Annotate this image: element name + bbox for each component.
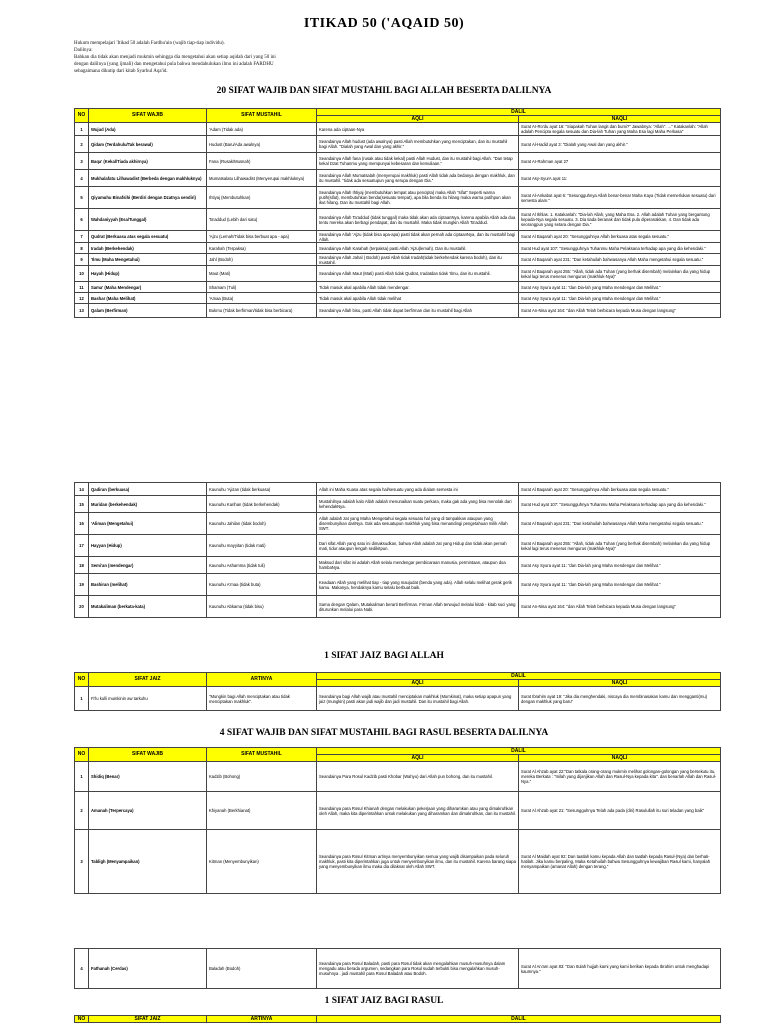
cell-naqli: Surat Asy Syura ayat 11: "dan Dia-lah yang Maha mendengar dan Melihat." (519, 282, 721, 293)
cell-sifat-wajib: Muridan (berkehendak) (89, 496, 207, 513)
cell-aqli: Sama dengan Qalam, Mutakaliman berarti Berfirman. Firman Allah terwujud melalui kitab - kitab suci yang diturunkan melalui para Nabi. (317, 596, 519, 618)
cell-aqli: Maksud dari sifat ini adalah Allah selalu mendengar pembicaraan manusia, permintaan, ataupun doa hambaNya. (317, 557, 519, 574)
cell-sifat-wajib: Mukhalafatu Lilhawadist (Berbeda dengan makhluknya) (89, 170, 207, 187)
cell-aqli: Seandainya Allah fana (rusak atau tidak kekal) pasti Allah Hudust, dan itu mustahil bagi Allah. "Dan tetap kekal Dzat Tuhanmu yang mempunyai kebesaran dan kemuliaan." (317, 153, 519, 170)
header-dalil: DALIL (317, 673, 721, 680)
cell-sifat-mustahil: Ihtiyaj (Membutuhkan) (207, 187, 317, 209)
cell-sifat-wajib: Wahdaniyyah (Esa/Tunggal) (89, 209, 207, 231)
cell-no: 15 (75, 496, 89, 513)
header-no: NO (75, 673, 89, 687)
cell-aqli: Seandainya bagi Allah wajib atau mustahil menciptakan makhluk (Mumkinat), maka setiap apapun yang jaiz (mungkin) pasti akan jadi wajib dan jadi mustahil. Dan itu mustahil bagi Allah. (317, 687, 519, 711)
header-sifat-jaiz: SIFAT JAIZ (89, 1016, 207, 1023)
cell-no: 11 (75, 282, 89, 293)
intro-line: dengan dalilnya (yang ijmali) dan mengetahui pula bahwa mendahulukan ilmu ini adalah FARDHU (74, 62, 274, 67)
header-sifat-jaiz: SIFAT JAIZ (89, 673, 207, 687)
section-title-jaiz-rasul: 1 SIFAT JAIZ BAGI RASUL (324, 996, 444, 1006)
header-sifat-wajib: SIFAT WAJIB (89, 109, 207, 123)
table-sifat-wajib-rasul-cont (74, 948, 721, 989)
cell-no: 3 (75, 830, 89, 894)
table-row (75, 136, 721, 153)
cell-aqli: Seandainya Allah bisu, pasti Allah tidak dapat berfirman dan itu mustahil bagi Allah (317, 304, 519, 318)
table-row (75, 496, 721, 513)
header-no: NO (75, 1016, 89, 1023)
cell-sifat-wajib: Wujud (Ada) (89, 123, 207, 136)
cell-sifat-wajib: Qalam (Berfirman) (89, 304, 207, 318)
cell-naqli: Surat Al Ahzab ayat 22:"Dan tatkala orang-orang mukmin melihat golongan-golongan yang bersekutu itu, mereka Berkata : "Inilah yang dijanjikan Allah dan Rasul-Nya kepada kita". dan benarlah Allah dan Rasul-Nya." (519, 762, 721, 792)
header-no: NO (75, 748, 89, 762)
cell-sifat-mustahil: 'Amaa (Buta) (207, 293, 317, 304)
table-row (75, 170, 721, 187)
cell-aqli: Seandainya Allah Jahal ( Bodoh) pasti Allah tidak Iradah(tidak berkehendak karena bodoh), dan itu mustahil. (317, 254, 519, 266)
cell-naqli: Surat Al Baqarah ayat 231: "Dan ketahuilah bahwasanya Allah Maha mengetahui segala sesuatu." (519, 254, 721, 266)
cell-sifat-mustahil: Bukmu (Tidak berfirman/tidak bisa berbicara) (207, 304, 317, 318)
cell-sifat-mustahil: Kadzib (Bohong) (207, 762, 317, 792)
table-row (75, 687, 721, 711)
cell-aqli: Seandainya Allah Ihtiyaj (membutuhkan tempat atau pencipta) maka Allah "sifat" Seperti warna putih(sifat), membutuhkan benda(sesuatu tempat), apa bila benda itu hilang maka warna putihpun akan ikut hilang. Dan itu mustahil bagi Allah. (317, 187, 519, 209)
cell-aqli: Seandainya Allah Karahah (terpaksa) pasti Allah 'Ajzu(lemah). Dan itu mustahil. (317, 243, 519, 254)
cell-naqli: Surat An-Nisa ayat 164: "dan Allah Telah berbicara kepada Musa dengan langsung" (519, 304, 721, 318)
cell-naqli: Surat Asy Syura ayat 11: "dan Dia-lah yang Maha mendengar dan Melihat." (519, 557, 721, 574)
table-row (75, 949, 721, 989)
cell-no: 3 (75, 153, 89, 170)
cell-sifat-wajib: Sama' (Maha Mendengar) (89, 282, 207, 293)
cell-aqli: Seandainya Allah Maut (Mati) pasti Allah tidak Qudrat, Iradatdan tidak 'Ilmu, dan itu mustahil. (317, 266, 519, 282)
cell-sifat-mustahil: Karahah (Terpaksa) (207, 243, 317, 254)
cell-sifat-wajib: Qidam (Terdahulu/Tak berawal) (89, 136, 207, 153)
cell-sifat-mustahil: Kaunuhu Abkama (tidak bisu) (207, 596, 317, 618)
cell-aqli: Seandainya Allah Ta'addud (tidak tunggal) maka tidak akan ada ciptaanNya, karena apabila Allah ada dua tentu mereka akan berbagi pendapat, dan itu mustahil. Maka tidak mungkin Allah Ta'addud. (317, 209, 519, 231)
cell-aqli: Seandainya para Rosul Kitman artinya menyembunyikan semua yang wajib disampaikan pada seluruh makhluk, pasti kita diperintahkan juga untuk menyembunyikan ilmu, dan itu mustahil. Karena barang siapa yang menyembunyikan ilmu maka dia dilaknat oleh Allah SWT. (317, 830, 519, 894)
intro-line: Dalilnya: (74, 48, 93, 53)
cell-naqli: Surat Asy Syura ayat 11: "dan Dia-lah yang Maha mendengar dan Melihat." (519, 574, 721, 596)
page-title: ITIKAD 50 ('AQAID 50) (303, 16, 465, 31)
cell-sifat-mustahil: Kaunuhu Ashamma (tidak tuli) (207, 557, 317, 574)
cell-no: 4 (75, 170, 89, 187)
cell-sifat-mustahil: Maut (Mati) (207, 266, 317, 282)
table-row (75, 187, 721, 209)
cell-no: 4 (75, 949, 89, 989)
cell-sifat-mustahil: 'Adam (Tidak ada) (207, 123, 317, 136)
cell-naqli: Surat Al Baqarah ayat 255: "Allah, tidak ada Tuhan (yang berhak disembah) melainkan dia yang hidup kekal lagi terus menerus mengurus (makhluk-Nya)" (519, 266, 721, 282)
header-sifat-mustahil: SIFAT MUSTAHIL (207, 748, 317, 762)
cell-aqli: Allah adalah zat yang Maha Mengetahui segala sesuatu hal yang di tampakkan ataupun yang disembunyikan dariNya. Gak ada sesuatupun makhluk yang bisa menandingi pengetahuan milik Allah SWT. (317, 513, 519, 535)
cell-naqli: Surat Al-Hadid ayat 3: "Dialah yang Awal dan yang akhir." (519, 136, 721, 153)
table-row (75, 153, 721, 170)
cell-naqli: Surat An-Nisa ayat 164: "dan Allah Telah berbicara kepada Musa dengan langsung" (519, 596, 721, 618)
table-row (75, 293, 721, 304)
header-no: NO (75, 109, 89, 123)
cell-no: 17 (75, 535, 89, 557)
table-row (75, 762, 721, 792)
cell-sifat-mustahil: Kaunuhu Karihan (tidak berkehendak) (207, 496, 317, 513)
table-row (75, 243, 721, 254)
cell-sifat-mustahil: 'Ajzu (Lemah/Tidak bisa berbuat apa - apa) (207, 231, 317, 243)
cell-no: 14 (75, 483, 89, 496)
table-row (75, 209, 721, 231)
cell-naqli: Surat Al Baqarah ayat 20: "Sesungguhnya Allah berkuasa atas segala sesuatu." (519, 231, 721, 243)
cell-aqli: Seandainya Para Rosul Kadzib pasti Khobar (Wahyu) dari Allah pun bohong, dan itu mustahil. (317, 762, 519, 792)
cell-sifat-mustahil: Kaunuhu A'maa (tidak buta) (207, 574, 317, 596)
cell-naqli: Surat Al Ikhlas. 1. Katakanlah: "Dia-lah Allah, yang Maha Esa. 2. Allah adalah Tuhan yang bergantung kepada-Nya segala sesuatu. 3. Dia tiada beranak dan tidak pula diperanakkan, 4. Dan tidak ada seorangpun yang setara dengan Dia." (519, 209, 721, 231)
cell-naqli: Surat Ar-Ro'du ayat 16: "Siapakah Tuhan langit dan bumi?" Jawabnya: "Allah". ..." Katakanlah: "Allah adalah Pencipta segala sesuatu dan Dia-lah Tuhan yang Maha Esa lagi Maha Perkasa" (519, 123, 721, 136)
table-jaiz-allah (74, 672, 721, 711)
table-row (75, 557, 721, 574)
header-dalil: DALIL (317, 109, 721, 116)
intro-line: sebagaimana dikutip dari kitab Syarhul Aqa'id. (74, 69, 168, 74)
header-aqli: AQLI (317, 680, 519, 687)
intro-line: Hukum mempelajari 'Itikad 50 adalah Fardhu'ain (wajib tiap-tiap individu). (74, 41, 225, 46)
cell-no: 19 (75, 574, 89, 596)
cell-sifat-wajib: Qiyamuhu Binafsihi (Berdiri dengan Dzatnya sendiri) (89, 187, 207, 209)
table-row (75, 830, 721, 894)
cell-naqli: Surat Ibrahim ayat 19: "Jika dia menghendaki, niscaya dia membinasakan kamu dan mengganti(mu) dengan makhluk yang baru" (519, 687, 721, 711)
cell-aqli: Seandainya para Rosul Khianah dengan melakukan pekerjaan yang diharamkan atau yang dimakruhkan oleh Allah, maka kita diperintahkan untuk melakukan yang diharamkan dan dimakruhkan, dan itu mustahil. (317, 792, 519, 830)
cell-sifat-wajib: Iradah (Berkehendak) (89, 243, 207, 254)
cell-aqli: Seandainya Allah Mumatsalah (menyerupai makhluk) pasti Allah tidak ada bedanya dengan makhluk, dan itu mustahil. "tidak ada sesuatupun yang serupa dengan Dia." (317, 170, 519, 187)
cell-naqli: Surat Al Baqarah ayat 20: "Sesungguhnya Allah berkuasa atas segala sesuatu." (519, 483, 721, 496)
header-artinya: ARTINYA (207, 1016, 317, 1023)
cell-aqli: Tidak masuk akal apabila Allah tidak melihat (317, 293, 519, 304)
cell-no: 2 (75, 136, 89, 153)
table-row (75, 123, 721, 136)
cell-naqli: Surat Al Baqarah ayat 255: "Allah, tidak ada Tuhan (yang berhak disembah) melainkan dia yang hidup kekal lagi terus menerus mengurus (makhluk-Nya)" (519, 535, 721, 557)
cell-sifat-mustahil: Kaunuhu Jahilan (tidak bodoh) (207, 513, 317, 535)
section-title-sifat-wajib-allah: 20 SIFAT WAJIB DAN SIFAT MUSTAHIL BAGI ALLAH BESERTA DALILNYA (216, 86, 552, 96)
cell-naqli: Surat Al-Ankabut ayat 6: "Sesungguhnya Allah benar-benar Maha Kaya (Tidak memerlukan sesuatu) dari semesta alam." (519, 187, 721, 209)
cell-sifat-wajib: Qadiran (berkuasa) (89, 483, 207, 496)
cell-sifat-wajib: Shidiq (Benar) (89, 762, 207, 792)
cell-sifat-mustahil: Jahl (Bodoh) (207, 254, 317, 266)
header-naqli: NAQLI (519, 116, 721, 123)
table-row (75, 266, 721, 282)
cell-naqli: Surat Asy Syura ayat 11: "dan Dia-lah yang Maha mendengar dan Melihat." (519, 293, 721, 304)
cell-sifat-wajib: Hayah (Hidup) (89, 266, 207, 282)
intro-text (74, 40, 374, 75)
cell-naqli: Surat Al An'am ayat 83: "Dan Itulah hujjah kami yang kami berikan kepada Ibrahim untuk menghadapi kaumnya." (519, 949, 721, 989)
header-sifat-wajib: SIFAT WAJIB (89, 748, 207, 762)
section-title-sifat-wajib-rasul: 4 SIFAT WAJIB DAN SIFAT MUSTAHIL BAGI RASUL BESERTA DALILNYA (219, 728, 549, 738)
cell-no: 6 (75, 209, 89, 231)
cell-sifat-wajib: Fathanah (Cerdas) (89, 949, 207, 989)
cell-sifat-wajib: Semi'an (mendengar) (89, 557, 207, 574)
header-sifat-mustahil: SIFAT MUSTAHIL (207, 109, 317, 123)
table-sifat-wajib-rasul (74, 747, 721, 894)
cell-sifat-jaiz: Fi'lu kulli mumkinin aw tarkuhu (89, 687, 207, 711)
cell-no: 13 (75, 304, 89, 318)
cell-no: 10 (75, 266, 89, 282)
cell-aqli: Keadaan Allah yang melihat tiap - tiap yang maujudat (benda yang ada). Allah selalu melihat gerak gerik kamu. Makanya, hendaknya kamu selalu berbuat baik. (317, 574, 519, 596)
cell-aqli: Allah ini Maha Kuasa atas segala hal/sesuatu yang ada dialam semesta ini (317, 483, 519, 496)
cell-sifat-wajib: Tabligh (Menyampaikan) (89, 830, 207, 894)
cell-no: 18 (75, 557, 89, 574)
table-row (75, 792, 721, 830)
table-row (75, 513, 721, 535)
cell-sifat-wajib: Baqa' (Kekal/Tiada akhirnya) (89, 153, 207, 170)
cell-aqli: Karena ada ciptaan-Nya (317, 123, 519, 136)
cell-no: 20 (75, 596, 89, 618)
cell-sifat-wajib: Hayyan (Hidup) (89, 535, 207, 557)
cell-aqli: Seandainya Allah hudust (ada awalnya) pasti Allah membutuhkan yang menciptakan, dan itu mustahil bagi Allah. "Dialah yang Awal dan yang akhir." (317, 136, 519, 153)
table-row (75, 574, 721, 596)
cell-sifat-mustahil: Ta'addud (Lebih dari satu) (207, 209, 317, 231)
cell-aqli: Dari sifat Allah yang satu ini dimaksudkan, bahwa Allah adalah zat yang Hidup dan tidak akan pernah mati, tidur ataupun lengah sedikitpun. (317, 535, 519, 557)
cell-no: 1 (75, 687, 89, 711)
table-row (75, 483, 721, 496)
cell-naqli: Surat Al Maidah ayat 92: Dan taatlah kamu kepada Allah dan taatlah kepada Rasul-(Nya) dan berhati-hatilah. Jika kamu berpaling, Maka Ketahuilah bahwa Sesungguhnya kewajiban Rasul kami, hanyalah menyampaikan (amanat Allah) dengan terang." (519, 830, 721, 894)
cell-artinya: "Mungkin bagi Allah menciptakan atau tidak menciptakan makhluk". (207, 687, 317, 711)
cell-no: 16 (75, 513, 89, 535)
cell-naqli: Surat Al Baqarah ayat 231: "Dan ketahuilah bahwasanya Allah Maha mengetahui segala sesuatu." (519, 513, 721, 535)
header-naqli: NAQLI (519, 680, 721, 687)
cell-sifat-wajib: 'Aliman (Mengetahui) (89, 513, 207, 535)
cell-sifat-mustahil: Mumatsalatu Lilhawadist (Menyerupai makhluknya) (207, 170, 317, 187)
header-aqli: AQLI (317, 116, 519, 123)
table-row (75, 596, 721, 618)
cell-sifat-mustahil: Khiyanah (Berkhianat) (207, 792, 317, 830)
cell-no: 2 (75, 792, 89, 830)
cell-sifat-wajib: Bashiran (melihat) (89, 574, 207, 596)
table-row (75, 282, 721, 293)
cell-no: 8 (75, 243, 89, 254)
cell-sifat-wajib: Mutakaliman (berkata-kata) (89, 596, 207, 618)
cell-naqli: Surat Hud ayat 107: "Sesungguhnya Tuhanmu Maha Pelaksana terhadap apa yang dia kehendaki." (519, 243, 721, 254)
cell-naqli: Surat Asy-SyurA ayat 11: (519, 170, 721, 187)
cell-aqli: Seandainya para Rosul Baladah, pasti para Rosul tidak akan mengalahkan musuh-musuhnya dalam mengadu atau berada argumen, sedangkan para Rosul sudah terbukti bisa mengalahkan musuh-musuhnya . jadi mustahil para Rosul Baladah atau Bodoh. (317, 949, 519, 989)
cell-aqli: Seandainya Allah 'Ajzu (tidak bisa apa-apa) pasti tidak akan pernah ada ciptaanNya, dan itu mustahil bagi Allah. (317, 231, 519, 243)
header-naqli: NAQLI (519, 755, 721, 762)
cell-no: 7 (75, 231, 89, 243)
cell-no: 1 (75, 123, 89, 136)
cell-sifat-mustahil: Hudust (Baru/Ada awalnya) (207, 136, 317, 153)
cell-aqli: Mustahilnya adalah kalo Allah adalah menunaikan suatu perkara, maka gak ada yang bisa menolak dari kehendakNya. (317, 496, 519, 513)
cell-sifat-mustahil: Kaunuhu 'Ajizan (tidak berkuasa) (207, 483, 317, 496)
cell-sifat-mustahil: Baladah (Bodoh) (207, 949, 317, 989)
cell-naqli: Surat Hud ayat 107: "Sesungguhnya Tuhanmu Maha Pelaksana terhadap apa yang dia kehendaki." (519, 496, 721, 513)
table-row (75, 254, 721, 266)
cell-no: 12 (75, 293, 89, 304)
header-aqli: AQLI (317, 755, 519, 762)
header-dalil: DALIL (317, 1016, 721, 1023)
cell-sifat-wajib: Qudrat (Berkuasa atas segala sesuatu) (89, 231, 207, 243)
cell-sifat-wajib: Bashar (Maha Melihat) (89, 293, 207, 304)
cell-sifat-wajib: Amanah (Terpercaya) (89, 792, 207, 830)
table-sifat-wajib-allah (74, 108, 721, 318)
cell-no: 9 (75, 254, 89, 266)
header-dalil: DALIL (317, 748, 721, 755)
table-jaiz-rasul (74, 1015, 721, 1023)
cell-sifat-mustahil: Kitman (Menyembunyikan) (207, 830, 317, 894)
table-sifat-maknawiyah (74, 482, 721, 618)
intro-line: Bahkan dia tidak akan menjadi mukmin sehingga dia mengetahui akan setiap aqidah dari yang 50 ini (74, 55, 276, 60)
cell-naqli: Surat Al Ahzab ayat 21: "Sesungguhnya Telah ada pada (diri) Rasulullah itu suri teladan yang baik" (519, 792, 721, 830)
cell-sifat-mustahil: Shamam (Tuli) (207, 282, 317, 293)
cell-no: 1 (75, 762, 89, 792)
cell-no: 5 (75, 187, 89, 209)
section-title-jaiz-allah: 1 SIFAT JAIZ BAGI ALLAH (324, 651, 444, 661)
cell-naqli: Surat Ar-Rahman ayat 27 (519, 153, 721, 170)
cell-sifat-wajib: 'Ilmu (Maha Mengetahui) (89, 254, 207, 266)
header-artinya: ARTINYA (207, 673, 317, 687)
cell-aqli: Tidak masuk akal apabila Allah tidak mendengar. (317, 282, 519, 293)
table-row (75, 304, 721, 318)
table-row (75, 535, 721, 557)
cell-sifat-mustahil: Fana (Rusak/Musnah) (207, 153, 317, 170)
cell-sifat-mustahil: Kaunuhu mayyitan (tidak mati) (207, 535, 317, 557)
table-row (75, 231, 721, 243)
